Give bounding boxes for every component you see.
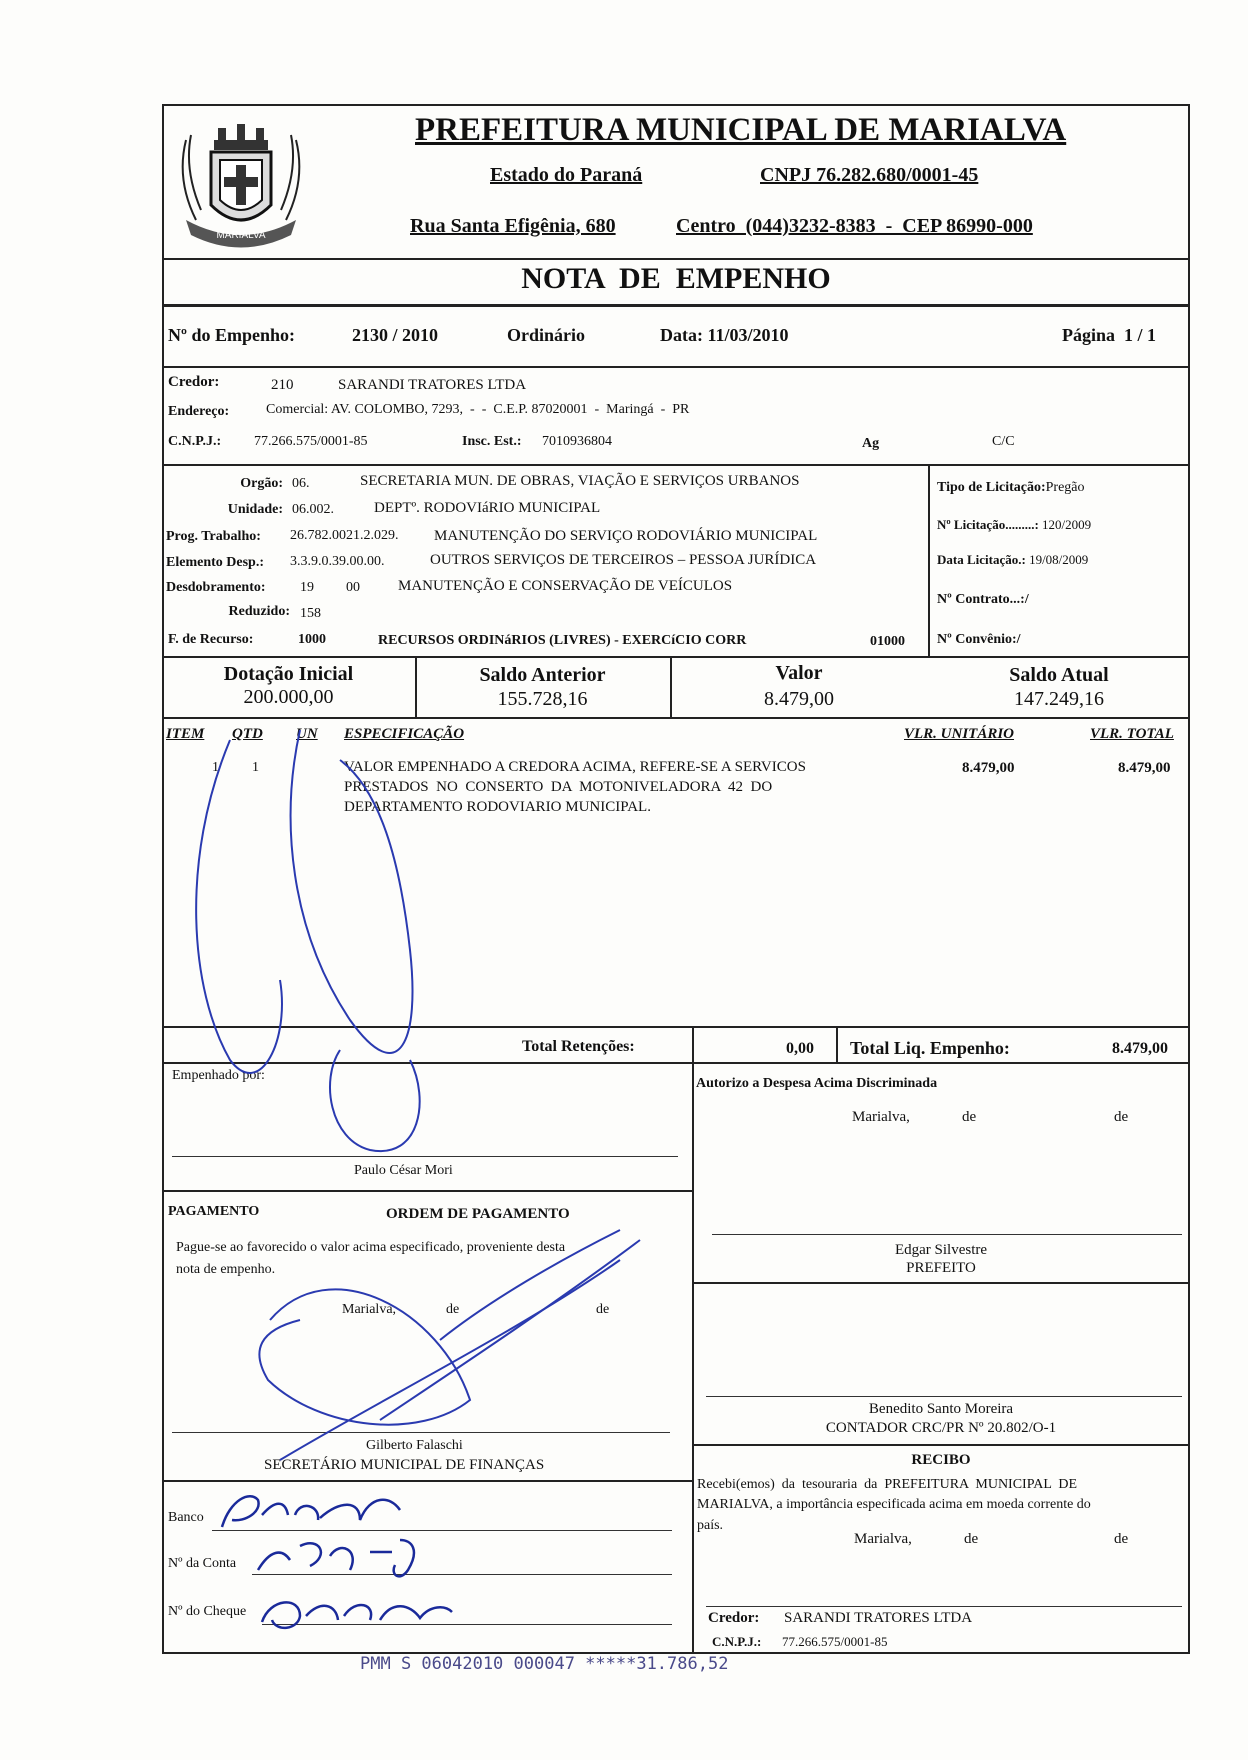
saldo-atual-value: 147.249,16 [1014,688,1104,710]
cc-label: C/C [992,434,1015,449]
insc-value: 7010936804 [542,434,612,449]
licitacao-data-label: Data Licitação.: [937,552,1026,567]
recurso-code2: 01000 [870,634,905,649]
credor-name: SARANDI TRATORES LTDA [338,377,527,393]
header-address: Rua Santa Efigênia, 680 [410,215,616,237]
reduzido-value: 158 [300,606,321,621]
elemento-label: Elemento Desp.: [166,555,264,570]
col-qtd: QTD [232,726,263,742]
recibo-credor-label: Credor: [708,1610,760,1626]
insc-label: Insc. Est.: [462,434,522,449]
contador-role: CONTADOR CRC/PR Nº 20.802/O-1 [825,1420,1057,1436]
recibo-de2: de [1114,1531,1129,1547]
svg-text:MARIALVA: MARIALVA [216,230,266,241]
total-liq-label: Total Liq. Empenho: [850,1038,1010,1058]
pagamento-de1: de [446,1302,460,1317]
document-title: NOTA DE EMPENHO [521,262,831,295]
pagamento-de2: de [596,1302,610,1317]
autorizo-label: Autorizo a Despesa Acima Discriminada [696,1076,938,1091]
recurso-desc: RECURSOS ORDINáRIOS (LIVRES) - EXERCíCIO CORR [378,633,747,648]
desdobramento-desc: MANUTENÇÃO E CONSERVAÇÃO DE VEÍCULOS [398,578,733,594]
desdobramento-code2: 00 [346,580,360,595]
empenho-date: Data: 11/03/2010 [660,325,789,345]
pagamento-label: PAGAMENTO [168,1204,260,1219]
prefeito-name: Edgar Silvestre [894,1242,988,1258]
autorizo-de2: de [1114,1109,1129,1125]
unidade-label: Unidade: [227,502,283,517]
pagamento-signer-role: SECRETÁRIO MUNICIPAL DE FINANÇAS [264,1457,545,1473]
col-item: ITEM [166,726,205,742]
total-retencoes-value: 0,00 [786,1040,814,1057]
total-liq-value: 8.479,00 [1112,1040,1168,1057]
licitacao-numero-label: Nº Licitação.........: [937,517,1039,532]
item-unit-value: 8.479,00 [962,760,1015,776]
empenho-type: Ordinário [507,325,586,345]
ag-label: Ag [862,436,880,451]
conta-label: Nº da Conta [168,1556,237,1571]
recibo-city: Marialva, [854,1531,912,1547]
endereco-value: Comercial: AV. COLOMBO, 7293, - - C.E.P. 87020001 - Maringá - PR [266,402,690,417]
pagamento-city: Marialva, [342,1302,397,1317]
convenio-label: Nº Convênio:/ [937,632,1021,647]
empenho-number: 2130 / 2010 [352,325,439,345]
dotacao-inicial-value: 200.000,00 [243,686,334,708]
prog-label: Prog. Trabalho: [166,529,261,544]
pagamento-signer: Gilberto Falaschi [366,1438,463,1453]
reduzido-label: Reduzido: [228,604,290,619]
item-desc-line3: DEPARTAMENTO RODOVIARIO MUNICIPAL. [344,799,651,815]
col-especificacao: ESPECIFICAÇÃO [344,726,465,742]
header-cnpj: CNPJ 76.282.680/0001-45 [760,164,979,186]
cnpj-value: 77.266.575/0001-85 [254,434,368,449]
recibo-text-line2: MARIALVA, a importância especificada acima em moeda corrente do [697,1497,1091,1512]
recurso-label: F. de Recurso: [168,632,254,647]
header-contact: Centro (044)3232-8383 - CEP 86990-000 [676,215,1033,237]
prog-code: 26.782.0021.2.029. [290,528,399,543]
item-desc-line1: VALOR EMPENHADO A CREDORA ACIMA, REFERE-SE A SERVICOS [344,759,806,775]
licitacao-numero-value: 120/2009 [1042,517,1092,532]
orgao-label: Orgão: [240,476,283,491]
orgao-code: 06. [292,476,310,491]
pagamento-text-line1: Pague-se ao favorecido o valor acima especificado, proveniente desta [176,1240,566,1255]
empenhado-label: Empenhado por: [172,1068,265,1083]
elemento-desc: OUTROS SERVIÇOS DE TERCEIROS – PESSOA JURÍDICA [430,552,817,568]
unidade-desc: DEPTº. RODOVIáRIO MUNICIPAL [374,500,601,516]
recibo-credor-value: SARANDI TRATORES LTDA [784,1610,973,1626]
page-title: PREFEITURA MUNICIPAL DE MARIALVA [415,112,1067,148]
ordem-pagamento-label: ORDEM DE PAGAMENTO [386,1206,570,1222]
cheque-label: Nº do Cheque [168,1604,247,1619]
recibo-text-line1: Recebi(emos) da tesouraria da PREFEITURA MUNICIPAL DE [697,1477,1078,1492]
cnpj-label: C.N.P.J.: [168,434,222,449]
prefeito-role: PREFEITO [906,1260,976,1276]
endereco-label: Endereço: [168,404,230,419]
recibo-de1: de [964,1531,979,1547]
desdobramento-code1: 19 [300,580,314,595]
desdobramento-label: Desdobramento: [166,580,266,595]
credor-label: Credor: [168,374,220,390]
licitacao-tipo-value: Pregão [1045,480,1085,495]
recibo-text-line3: país. [697,1518,724,1533]
autorizo-de1: de [962,1109,977,1125]
payment-stamp: PMM S 06042010 000047 *****31.786,52 [360,1654,729,1674]
saldo-atual-label: Saldo Atual [1009,664,1109,686]
item-total-value: 8.479,00 [1118,760,1171,776]
credor-code: 210 [271,377,294,393]
header-state: Estado do Paraná [490,164,643,186]
recibo-cnpj-label: C.N.P.J.: [712,1634,762,1649]
total-retencoes-label: Total Retenções: [522,1038,635,1055]
recibo-cnpj-value: 77.266.575/0001-85 [782,1634,888,1649]
unidade-code: 06.002. [292,502,334,517]
autorizo-city: Marialva, [852,1109,910,1125]
saldo-anterior-label: Saldo Anterior [479,664,606,686]
item-desc-line2: PRESTADOS NO CONSERTO DA MOTONIVELADORA 42 DO [344,779,773,795]
banco-label: Banco [168,1510,204,1525]
empenhado-name: Paulo César Mori [354,1163,453,1178]
pagamento-text-line2: nota de empenho. [176,1262,276,1277]
contador-name: Benedito Santo Moreira [868,1401,1014,1417]
elemento-code: 3.3.9.0.39.00.00. [290,554,385,569]
col-vlr-total: VLR. TOTAL [1090,726,1174,742]
valor-value: 8.479,00 [764,688,834,710]
licitacao-data-value: 19/08/2009 [1029,552,1089,567]
col-vlr-unitario: VLR. UNITÁRIO [904,726,1015,742]
orgao-desc: SECRETARIA MUN. DE OBRAS, VIAÇÃO E SERVIÇOS URBANOS [360,473,800,489]
contrato-label: Nº Contrato...:/ [937,592,1029,607]
prog-desc: MANUTENÇÃO DO SERVIÇO RODOVIÁRIO MUNICIPAL [434,528,818,544]
item-number: 1 [212,760,219,775]
recurso-code: 1000 [298,632,326,647]
item-qtd: 1 [252,760,259,775]
recibo-title: RECIBO [911,1452,971,1468]
licitacao-tipo-label: Tipo de Licitação: [937,480,1046,495]
dotacao-inicial-label: Dotação Inicial [223,663,354,685]
col-un: UN [296,726,318,742]
empenho-number-label: Nº do Empenho: [168,325,295,345]
page-number: Página 1 / 1 [1062,325,1157,345]
saldo-anterior-value: 155.728,16 [497,688,588,710]
valor-label: Valor [775,662,823,684]
